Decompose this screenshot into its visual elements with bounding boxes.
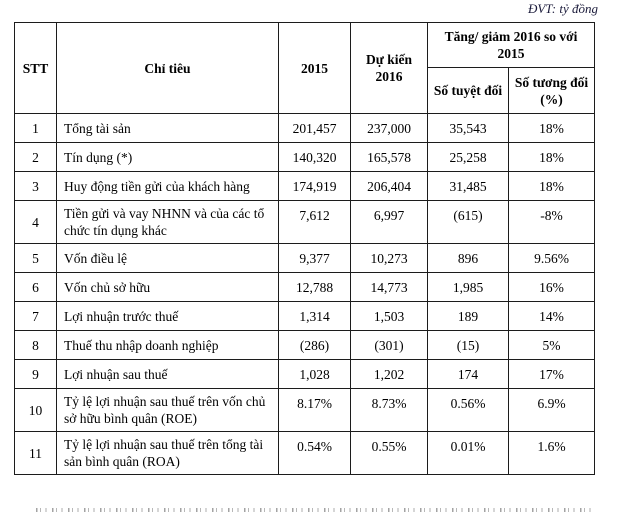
cell-change-relative: 14% [509,302,595,331]
cell-change-absolute: (15) [428,331,509,360]
cell-2016: 6,997 [351,201,428,244]
table-body [15,114,595,475]
cell-stt: 9 [15,360,57,389]
cell-2016: 1,503 [351,302,428,331]
cell-change-absolute: 31,485 [428,172,509,201]
table-row [15,172,595,201]
cell-change-relative: 5% [509,331,595,360]
unit-note: ĐVT: tỷ đồng [527,1,598,16]
clipped-footnote-marks [36,508,592,512]
cell-indicator: Tổng tài sản [57,114,279,143]
table-row [15,143,595,172]
cell-indicator: Tín dụng (*) [57,143,279,172]
cell-change-absolute: 174 [428,360,509,389]
cell-2015: 174,919 [279,172,351,201]
cell-2016: 10,273 [351,244,428,273]
cell-change-absolute: (615) [428,201,509,244]
cell-indicator: Tỷ lệ lợi nhuận sau thuế trên vốn chủ sở hữu bình quân (ROE) [57,389,279,432]
cell-change-absolute: 189 [428,302,509,331]
cell-change-absolute: 0.01% [428,432,509,475]
cell-2016: 14,773 [351,273,428,302]
cell-change-absolute: 0.56% [428,389,509,432]
cell-2015: 9,377 [279,244,351,273]
table-row [15,244,595,273]
cell-change-absolute: 35,543 [428,114,509,143]
cell-stt: 2 [15,143,57,172]
cell-2015: 8.17% [279,389,351,432]
cell-2015: 201,457 [279,114,351,143]
cell-2016: 0.55% [351,432,428,475]
cell-change-relative: 18% [509,172,595,201]
cell-stt: 6 [15,273,57,302]
cell-stt: 11 [15,432,57,475]
cell-change-relative: -8% [509,201,595,244]
header-2015: 2015 [279,23,351,114]
cell-2015: 0.54% [279,432,351,475]
header-change-absolute: Số tuyệt đối [428,68,509,114]
table-row [15,114,595,143]
cell-2016: 165,578 [351,143,428,172]
table-row [15,331,595,360]
cell-change-relative: 16% [509,273,595,302]
cell-2015: 1,028 [279,360,351,389]
cell-2016: 1,202 [351,360,428,389]
cell-change-absolute: 25,258 [428,143,509,172]
cell-2015: 7,612 [279,201,351,244]
cell-stt: 10 [15,389,57,432]
cell-indicator: Tỷ lệ lợi nhuận sau thuế trên tổng tài sản bình quân (ROA) [57,432,279,475]
cell-indicator: Vốn chủ sở hữu [57,273,279,302]
cell-change-relative: 6.9% [509,389,595,432]
cell-2016: 8.73% [351,389,428,432]
cell-change-relative: 18% [509,114,595,143]
cell-change-relative: 17% [509,360,595,389]
cell-2015: 12,788 [279,273,351,302]
cell-change-relative: 1.6% [509,432,595,475]
cell-indicator: Huy động tiền gửi của khách hàng [57,172,279,201]
header-stt: STT [15,23,57,114]
table-row [15,432,595,475]
cell-indicator: Lợi nhuận trước thuế [57,302,279,331]
header-change-relative: Số tương đối (%) [509,68,595,114]
clipped-footnote [36,506,592,513]
table-row [15,360,595,389]
header-change-group: Tăng/ giảm 2016 so với 2015 [428,23,595,68]
cell-change-relative: 18% [509,143,595,172]
cell-change-absolute: 1,985 [428,273,509,302]
cell-2016: 206,404 [351,172,428,201]
cell-2015: 1,314 [279,302,351,331]
cell-2016: 237,000 [351,114,428,143]
cell-indicator: Vốn điều lệ [57,244,279,273]
table-row [15,201,595,244]
cell-2016: (301) [351,331,428,360]
table-row [15,389,595,432]
cell-stt: 7 [15,302,57,331]
cell-indicator: Thuế thu nhập doanh nghiệp [57,331,279,360]
table-row [15,302,595,331]
cell-2015: 140,320 [279,143,351,172]
cell-indicator: Tiền gửi và vay NHNN và của các tổ chức tín dụng khác [57,201,279,244]
table-row [15,273,595,302]
cell-change-relative: 9.56% [509,244,595,273]
cell-stt: 4 [15,201,57,244]
cell-stt: 5 [15,244,57,273]
table-header [15,23,595,114]
financial-table [14,22,595,475]
cell-stt: 1 [15,114,57,143]
cell-change-absolute: 896 [428,244,509,273]
cell-2015: (286) [279,331,351,360]
cell-stt: 3 [15,172,57,201]
header-2016-plan: Dự kiến 2016 [351,23,428,114]
cell-indicator: Lợi nhuận sau thuế [57,360,279,389]
cell-stt: 8 [15,331,57,360]
header-indicator: Chỉ tiêu [57,23,279,114]
